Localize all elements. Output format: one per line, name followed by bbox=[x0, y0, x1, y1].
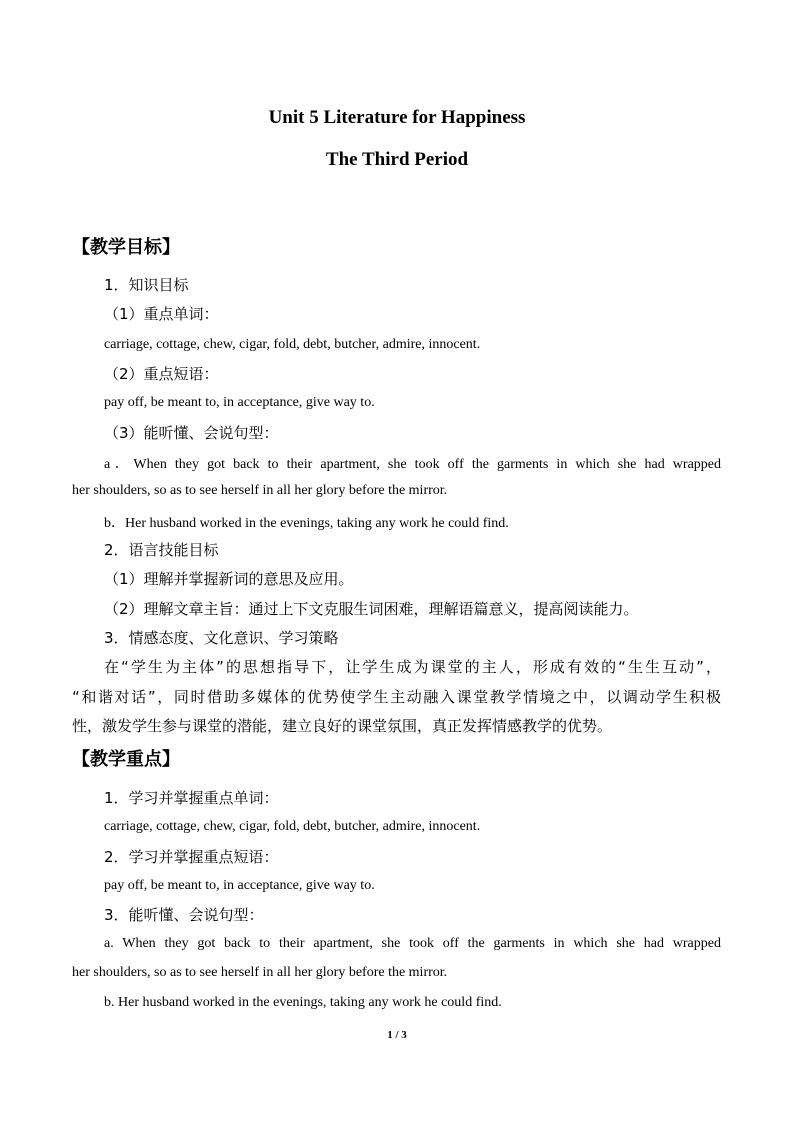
keypoint-sentence-a-line1: a. When they got back to their apartment, she took off the garments in which she had wrapped bbox=[104, 936, 721, 951]
objective-skill-1: （1）理解并掌握新词的意思及应用。 bbox=[104, 570, 354, 588]
keypoint-item-phrases: 2．学习并掌握重点短语： bbox=[104, 848, 279, 866]
objective-sentence-b: b．Her husband worked in the evenings, taking any work he could find. bbox=[104, 516, 509, 531]
page-number: 1 / 3 bbox=[387, 1029, 407, 1041]
objective-paragraph-line1: 在“学生为主体”的思想指导下，让学生成为课堂的主人，形成有效的“生生互动”， bbox=[104, 658, 721, 676]
objective-item-knowledge: 1．知识目标 bbox=[104, 276, 189, 294]
objective-paragraph-line2: “和谐对话”，同时借助多媒体的优势使学生主动融入课堂教学情境之中，以调动学生积极 bbox=[72, 688, 721, 706]
objective-skill-2: （2）理解文章主旨：通过上下文克服生词困难，理解语篇意义，提高阅读能力。 bbox=[104, 600, 639, 618]
objective-sub-words: （1）重点单词： bbox=[104, 305, 219, 323]
section-heading-keypoints: 【教学重点】 bbox=[72, 749, 180, 770]
objective-item-attitude: 3．情感态度、文化意识、学习策略 bbox=[104, 629, 339, 647]
keypoint-item-sentences: 3．能听懂、会说句型： bbox=[104, 906, 264, 924]
objective-item-skills: 2．语言技能目标 bbox=[104, 541, 219, 559]
objective-sentence-a-line1: a．When they got back to their apartment, she took off the garments in which she had wrapped bbox=[104, 457, 721, 472]
objective-words-list: carriage, cottage, chew, cigar, fold, debt, butcher, admire, innocent. bbox=[104, 337, 481, 352]
document-subtitle: The Third Period bbox=[325, 149, 469, 170]
objective-sub-sentences: （3）能听懂、会说句型： bbox=[104, 424, 279, 442]
objective-phrases-list: pay off, be meant to, in acceptance, give way to. bbox=[104, 395, 375, 410]
objective-sentence-a-line2: her shoulders, so as to see herself in all her glory before the mirror. bbox=[72, 483, 448, 498]
keypoint-item-words: 1．学习并掌握重点单词： bbox=[104, 789, 279, 807]
keypoint-phrases-list: pay off, be meant to, in acceptance, give way to. bbox=[104, 878, 375, 893]
keypoint-words-list: carriage, cottage, chew, cigar, fold, debt, butcher, admire, innocent. bbox=[104, 819, 481, 834]
document-title: Unit 5 Literature for Happiness bbox=[268, 107, 526, 128]
objective-paragraph-line3: 性，激发学生参与课堂的潜能，建立良好的课堂氛围，真正发挥情感教学的优势。 bbox=[72, 717, 613, 735]
keypoint-sentence-b: b. Her husband worked in the evenings, taking any work he could find. bbox=[104, 995, 502, 1010]
section-heading-objectives: 【教学目标】 bbox=[72, 237, 180, 258]
keypoint-sentence-a-line2: her shoulders, so as to see herself in all her glory before the mirror. bbox=[72, 965, 448, 980]
objective-sub-phrases: （2）重点短语： bbox=[104, 365, 219, 383]
